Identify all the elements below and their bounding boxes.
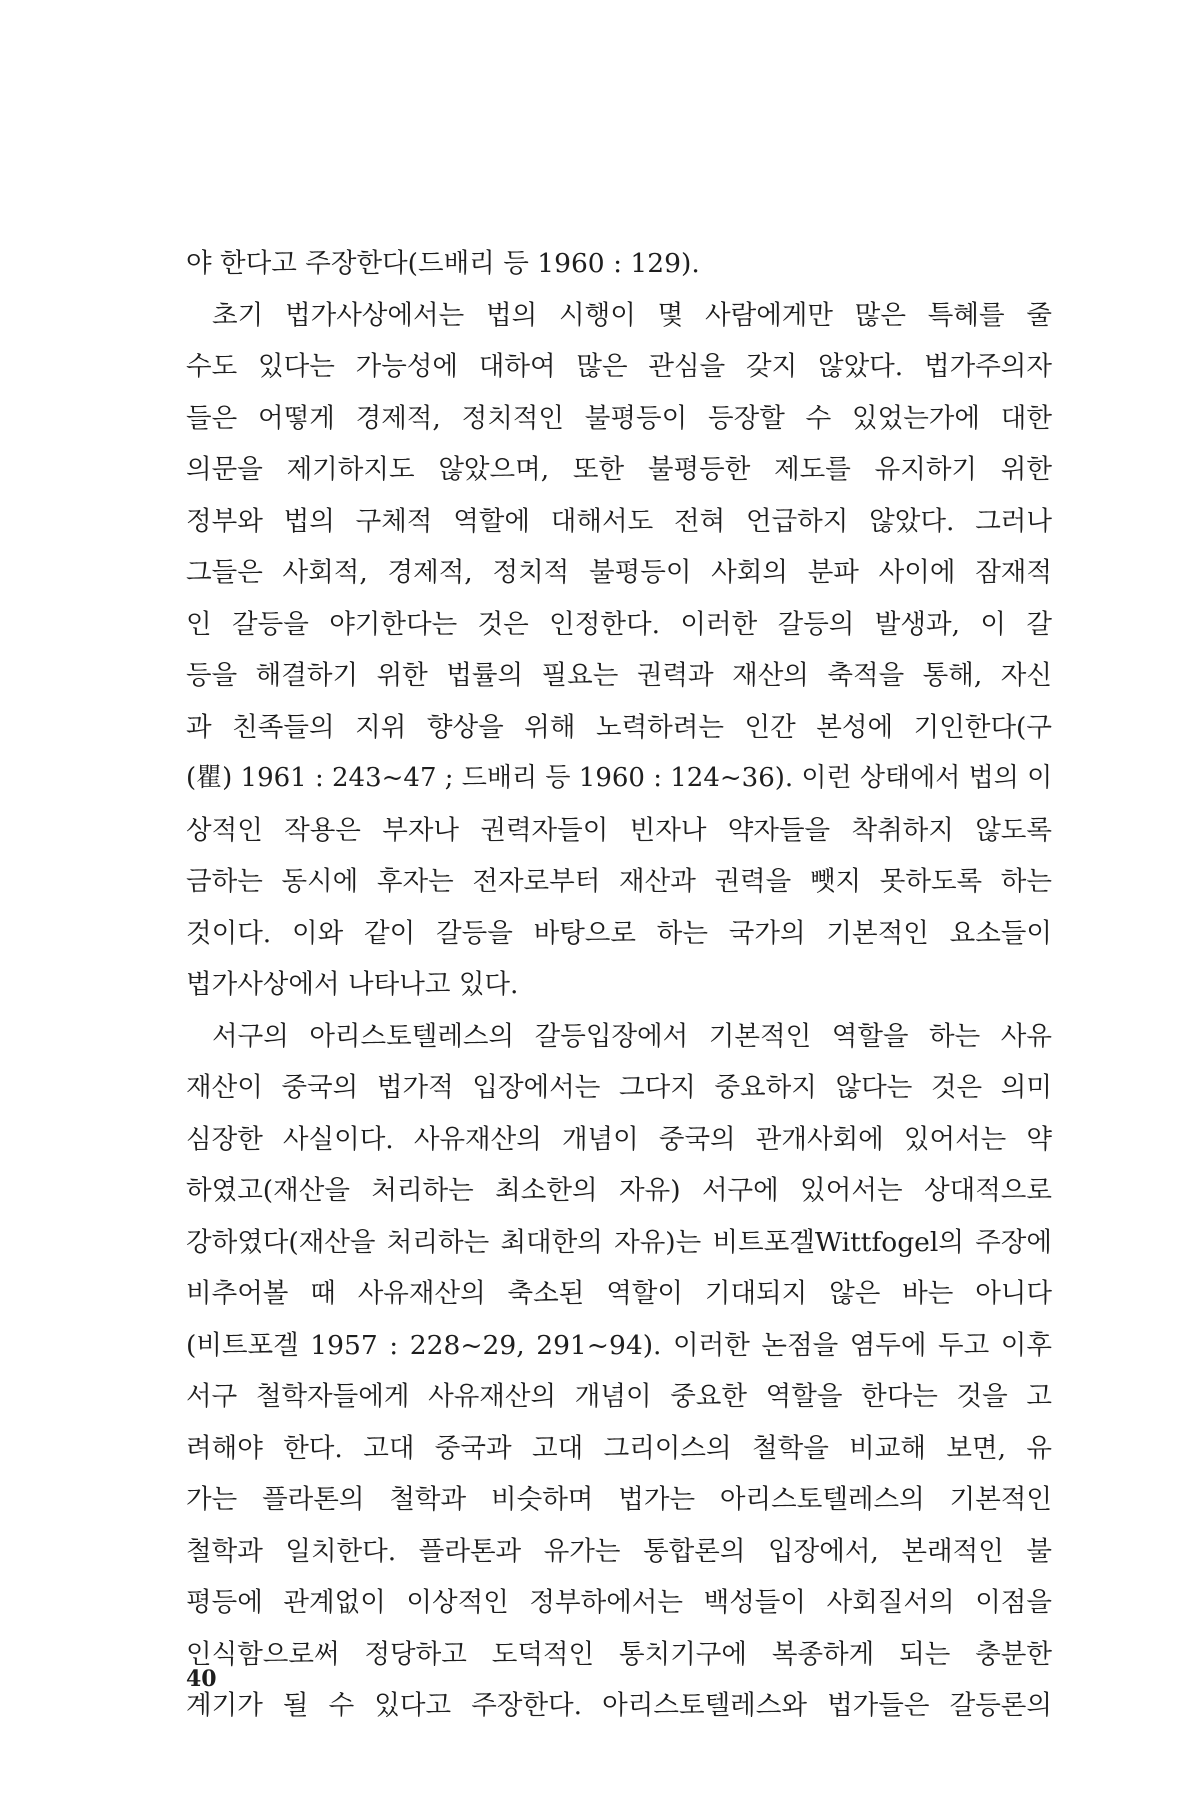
text-line: 려해야 한다. 고대 중국과 고대 그리이스의 철학을 비교해 보면, 유 [186,1432,1052,1464]
text-line: 하였고(재산을 처리하는 최소한의 자유) 서구에 있어서는 상대적으로 [186,1175,1052,1206]
text-line: 철학과 일치한다. 플라톤과 유가는 통합론의 입장에서, 본래적인 불 [186,1535,1052,1567]
text-line: 정부와 법의 구체적 역할에 대해서도 전혀 언급하지 않았다. 그러나 [186,505,1052,537]
text-line: 들은 어떻게 경제적, 정치적인 불평등이 등장할 수 있었는가에 대한 [186,402,1052,434]
text-line: 인식함으로써 정당하고 도덕적인 통치기구에 복종하게 되는 충분한 [186,1638,1052,1670]
text-line: 과 친족들의 지위 향상을 위해 노력하려는 인간 본성에 기인한다(구 [186,711,1052,743]
page-number: 40 [186,1666,217,1692]
body-text [186,238,1052,1732]
text-line: 인 갈등을 야기한다는 것은 인정한다. 이러한 갈등의 발생과, 이 갈 [186,608,1052,640]
text-line: 강하였다(재산을 처리하는 최대한의 자유)는 비트포겔Wittfogel의 주장에 [186,1226,1052,1258]
text-line: 계기가 될 수 있다고 주장한다. 아리스토텔레스와 법가들은 갈등론의 [186,1690,1052,1721]
text-line: 서구의 아리스토텔레스의 갈등입장에서 기본적인 역할을 하는 사유 [212,1020,1052,1052]
text-line: (비트포겔 1957 : 228~29, 291~94). 이러한 논점을 염두에 두고 이후 [186,1329,1052,1361]
text-line: (瞿) 1961 : 243~47 ; 드배리 등 1960 : 124~36). 이런 상태에서 법의 이 [186,763,1052,793]
text-line: 서구 철학자들에게 사유재산의 개념이 중요한 역할을 한다는 것을 고 [186,1381,1052,1412]
text-line: 초기 법가사상에서는 법의 시행이 몇 사람에게만 많은 특혜를 줄 [212,299,1052,331]
text-line: 수도 있다는 가능성에 대하여 많은 관심을 갖지 않았다. 법가주의자 [186,351,1052,382]
text-line: 상적인 작용은 부자나 권력자들이 빈자나 약자들을 착취하지 않도록 [186,814,1052,846]
text-line: 가는 플라톤의 철학과 비슷하며 법가는 아리스토텔레스의 기본적인 [186,1484,1052,1515]
text-line: 법가사상에서 나타나고 있다. [186,969,519,1000]
text-line: 등을 해결하기 위한 법률의 필요는 권력과 재산의 축적을 통해, 자신 [186,660,1052,691]
text-line: 그들은 사회적, 경제적, 정치적 불평등이 사회의 분파 사이에 잠재적 [186,557,1052,588]
text-line: 심장한 사실이다. 사유재산의 개념이 중국의 관개사회에 있어서는 약 [186,1123,1052,1155]
text-line: 야 한다고 주장한다(드배리 등 1960 : 129). [186,248,700,279]
text-line: 것이다. 이와 같이 갈등을 바탕으로 하는 국가의 기본적인 요소들이 [186,917,1052,949]
text-line: 의문을 제기하지도 않았으며, 또한 불평등한 제도를 유지하기 위한 [186,454,1052,485]
text-line: 평등에 관계없이 이상적인 정부하에서는 백성들이 사회질서의 이점을 [186,1587,1052,1618]
text-line: 재산이 중국의 법가적 입장에서는 그다지 중요하지 않다는 것은 의미 [186,1072,1052,1103]
text-line: 금하는 동시에 후자는 전자로부터 재산과 권력을 뺏지 못하도록 하는 [186,866,1052,897]
text-line: 비추어볼 때 사유재산의 축소된 역할이 기대되지 않은 바는 아니다 [186,1278,1052,1309]
